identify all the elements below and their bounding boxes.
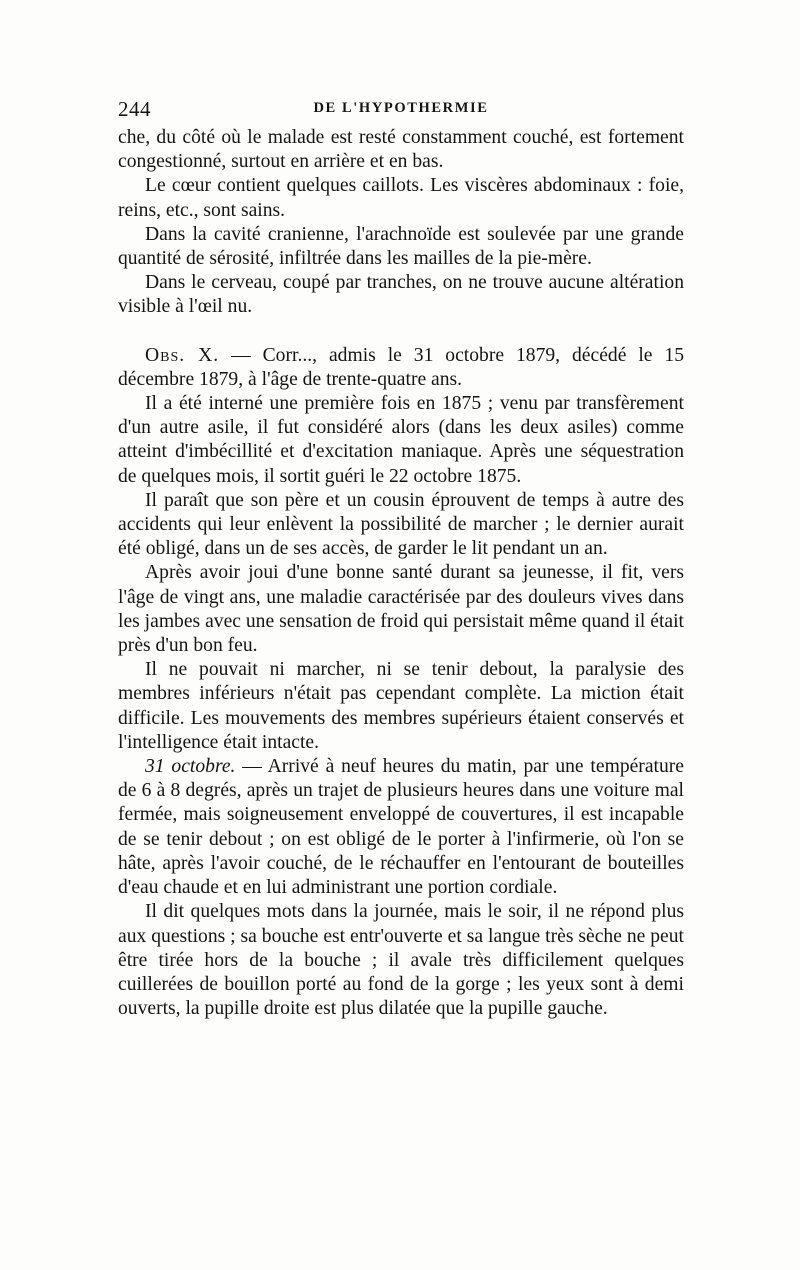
october-31-text: — Arrivé à neuf heures du matin, par une température de 6 à 8 degrés, après un trajet de plusieurs heures dans une voiture mal fermée, mais soigneusement enveloppé de couvertures, il est incapable de se tenir debout ; on est obligé de le porter à l'infirmerie, où l'on se hâte, après l'avoir couché, de le réchauffer en l'entourant de bouteilles d'eau chaude et en lui administrant une portion cordiale. [118, 756, 684, 899]
running-head [118, 97, 684, 127]
paragraph-first-internment: Il a été interné une première fois en 1875 ; venu par transfèrement d'un autre asile, il fut considéré alors (dans les deux asiles) comme atteint d'imbécillité et d'excitation maniaque. Après une séquestration de quelques mois, il sortit guéri le 22 octobre 1875. [118, 393, 684, 487]
paragraph-illness-onset: Après avoir joui d'une bonne santé durant sa jeunesse, il fit, vers l'âge de vingt ans, une maladie caractérisée par des douleurs vives dans les jambes avec une sensation de froid qui persistait même quand il était près d'un bon feu. [118, 562, 684, 657]
paragraph-cranial-cavity: Dans la cavité cranienne, l'arachnoïde est soulevée par une grande quantité de sérosité, infiltrée dans les mailles de la pie-mère. [118, 223, 684, 270]
page-number: 244 [118, 97, 151, 121]
running-title: DE L'HYPOTHERMIE [313, 100, 489, 116]
body-text [118, 126, 684, 1021]
paragraph-heart-viscera: Le cœur contient quelques caillots. Les viscères abdominaux : foie, reins, etc., sont sains. [118, 175, 684, 221]
paragraph-family-history: Il paraît que son père et un cousin éprouvent de temps à autre des accidents qui leur enlèvent la possibilité de marcher ; le dernier aurait été obligé, dans un de ses accès, de garder le lit pendant un an. [118, 489, 684, 560]
observation-summary: — Corr..., admis le 31 octobre 1879, décédé le 15 décembre 1879, à l'âge de trente-quatre ans. [118, 344, 684, 390]
paragraph-october-31 [118, 755, 684, 900]
paragraph-evening-state: Il dit quelques mots dans la journée, mais le soir, il ne répond plus aux questions ; sa bouche est entr'ouverte et sa langue très sèche ne peut être tirée hors de la bouche ; il avale très difficilement quelques cuillerées de bouillon porté au fond de la gorge ; les yeux sont à demi ouverts, la pupille droite est plus dilatée que la pupille gauche. [118, 901, 684, 1020]
paragraph-paralysis: Il ne pouvait ni marcher, ni se tenir debout, la paralysie des membres inférieurs n'était pas cependant complète. La miction était difficile. Les mouvements des membres supérieurs étaient conservés et l'intelligence était intacte. [118, 659, 684, 753]
paragraph-brain: Dans le cerveau, coupé par tranches, on ne trouve aucune altération visible à l'œil nu. [118, 272, 684, 318]
observation-label: Obs. X. [145, 344, 220, 366]
date-label: 31 octobre. [145, 756, 236, 778]
paragraph-observation-heading [118, 344, 684, 392]
paragraph-lung-continuation: che, du côté où le malade est resté constamment couché, est fortement congestionné, surtout en arrière et en bas. [118, 127, 684, 173]
